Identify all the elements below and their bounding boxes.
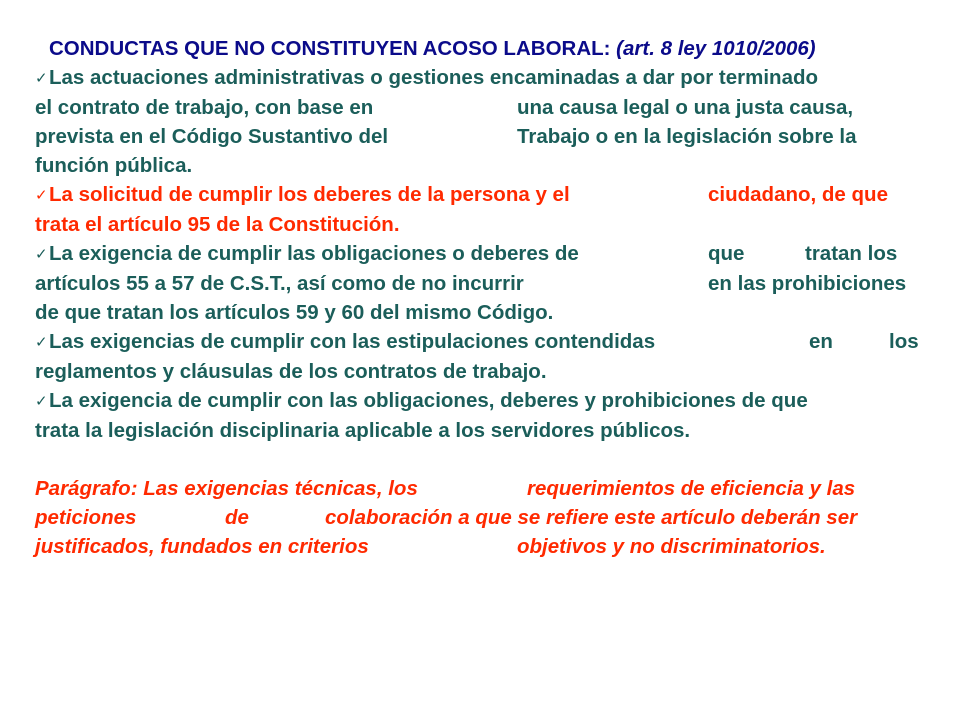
- slide-content: [35, 34, 950, 561]
- item-text: en las prohibiciones: [708, 272, 907, 295]
- page-title: [35, 34, 950, 63]
- item-text: trata el artículo 95 de la Constitución.: [35, 213, 400, 236]
- item-text: función pública.: [35, 154, 193, 177]
- title-main: CONDUCTAS QUE NO CONSTITUYEN ACOSO LABORAL:: [49, 37, 617, 60]
- item-text: Las exigencias de cumplir con las estipulaciones contendidas: [49, 330, 656, 353]
- paragraph-text: justificados, fundados en criterios: [35, 535, 369, 558]
- paragraph-text: objetivos y no discriminatorios.: [517, 535, 826, 558]
- item-text: ciudadano, de que: [708, 183, 888, 206]
- checkmark-icon: ✓: [35, 334, 48, 351]
- list-item: [35, 180, 950, 239]
- item-text: de que tratan los artículos 59 y 60 del mismo Código.: [35, 301, 554, 324]
- list-item: [35, 239, 950, 327]
- item-text: que: [708, 242, 745, 265]
- title-law-reference: (art. 8 ley 1010/2006): [616, 37, 816, 60]
- paragraph-text: colaboración a que se refiere este artículo deberán ser: [325, 506, 858, 529]
- item-text: La solicitud de cumplir los deberes de la persona y el: [49, 183, 570, 206]
- item-text: tratan los: [805, 242, 898, 265]
- item-text: en: [809, 330, 833, 353]
- item-text: Las actuaciones administrativas o gestiones encaminadas a dar por terminado: [49, 66, 819, 89]
- item-text: una causa legal o una justa causa,: [517, 96, 854, 119]
- checkmark-icon: ✓: [35, 70, 48, 87]
- item-text: reglamentos y cláusulas de los contratos de trabajo.: [35, 360, 547, 383]
- paragraph-text: Parágrafo: Las exigencias técnicas, los: [35, 477, 418, 500]
- item-text: Trabajo o en la legislación sobre la: [517, 125, 857, 148]
- paragraph-note: [35, 474, 950, 561]
- item-text: La exigencia de cumplir con las obligaciones, deberes y prohibiciones de que: [49, 389, 808, 412]
- list-item: [35, 386, 950, 445]
- item-text: artículos 55 a 57 de C.S.T., así como de no incurrir: [35, 272, 524, 295]
- item-text: La exigencia de cumplir las obligaciones o deberes de: [49, 242, 579, 265]
- item-text: prevista en el Código Sustantivo del: [35, 125, 389, 148]
- item-text: trata la legislación disciplinaria aplicable a los servidores públicos.: [35, 419, 691, 442]
- paragraph-text: de: [225, 506, 249, 529]
- checkmark-icon: ✓: [35, 187, 48, 204]
- checkmark-icon: ✓: [35, 246, 48, 263]
- list-item: [35, 327, 950, 386]
- paragraph-text: requerimientos de eficiencia y las: [527, 477, 856, 500]
- checkmark-icon: ✓: [35, 393, 48, 410]
- list-item: [35, 63, 950, 180]
- paragraph-text: peticiones: [35, 506, 137, 529]
- item-text: los: [889, 330, 919, 353]
- item-text: el contrato de trabajo, con base en: [35, 96, 374, 119]
